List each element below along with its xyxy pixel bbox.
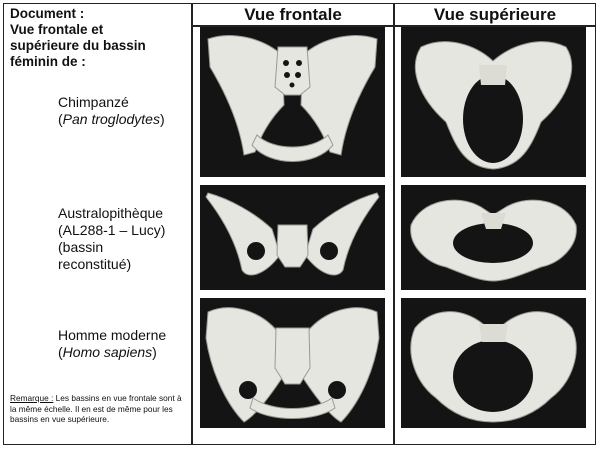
pelvis-lucy-frontal-image — [200, 185, 385, 290]
label-australopithecus: Australopithèque (AL288-1 – Lucy) (bassin reconstitué) — [58, 205, 166, 272]
sci-name-human: Homo sapiens — [62, 344, 153, 360]
document-title: Document : Vue frontale et supérieure du bassin féminin de : — [10, 6, 146, 69]
column-divider-right — [393, 3, 395, 445]
photo-lucy-frontal — [200, 185, 385, 290]
column-header-superior: Vue supérieure — [433, 5, 557, 24]
photo-lucy-superior — [401, 185, 586, 290]
photo-human-frontal — [200, 298, 385, 428]
label-modern-human: Homme moderne (Homo sapiens) — [58, 327, 167, 360]
remark-note: Remarque : Les bassins en vue frontale sont à la même échelle. Il en est de même pour les bassins en vue supérieure. — [10, 393, 182, 424]
label-chimpanzee: Chimpanzé (Pan troglodytes) — [58, 94, 165, 127]
photo-chimp-frontal — [200, 27, 385, 177]
column-header-frontal: Vue frontale — [244, 5, 342, 24]
pelvis-lucy-superior-image — [401, 185, 586, 290]
photo-human-superior — [401, 298, 586, 428]
column-divider-left — [191, 3, 193, 445]
pelvis-human-superior-image — [401, 298, 586, 428]
sci-name-chimpanzee: Pan troglodytes — [62, 111, 160, 127]
pelvis-human-frontal-image — [200, 298, 385, 428]
pelvis-chimp-frontal-image — [200, 27, 385, 177]
pelvis-chimp-superior-image — [401, 27, 586, 177]
photo-chimp-superior — [401, 27, 586, 177]
remark-label: Remarque : — [10, 393, 54, 403]
